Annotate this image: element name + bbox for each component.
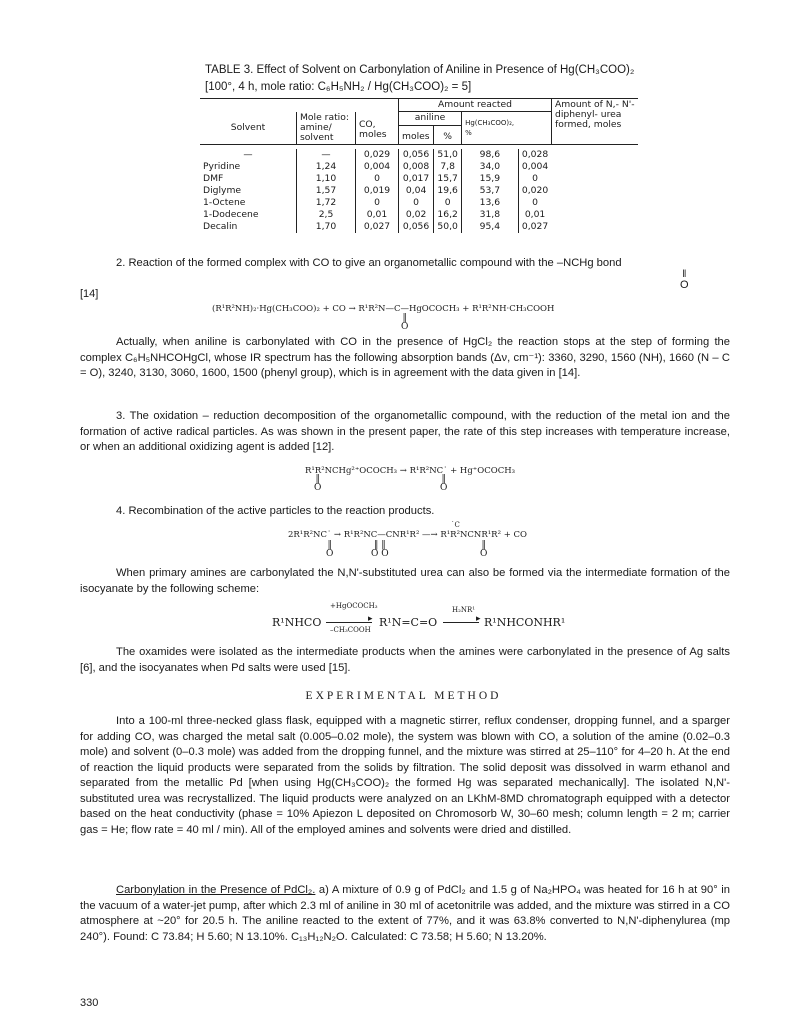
equation-4-left: R¹NHCO xyxy=(272,616,322,629)
table-row: Decalin 1,70 0,027 0,056 50,0 95,4 0,027 xyxy=(200,221,638,233)
equation-3-carbonyl-a: ‖ O xyxy=(326,540,334,559)
paragraph-pdcl2 xyxy=(80,883,730,945)
table-row: DMF 1,10 0 0,017 15,7 15,9 0 xyxy=(200,173,638,185)
paragraph-ir-spectrum: Actually, when aniline is carbonylated with CO in the presence of HgCl₂ the reaction stops at the step of forming the complex C₆H₅NHCOHgCl, whose IR spectrum has the following absorption bands (Δν, cm⁻¹): 3360, 3290, 1560 (NH), 1660 (N – C = O), 3240, 3130, 3060, 1600, 1500 (phenyl group), which is in agreement with the data given in [14]. xyxy=(80,336,730,379)
header-solvent: Solvent xyxy=(230,121,266,133)
table-row: — — 0,029 0,056 51,0 98,6 0,028 xyxy=(200,149,638,161)
pdcl2-text: a) A mixture of 0.9 g of PdCl₂ and 1.5 g of Na₂HPO₄ was heated for 16 h at 90° in the vacuum of a water-jet pump, after which 2.3 ml of aniline in 30 ml of acetonitrile was added, and the mixture was stirred in a CO atmosphere at ~20° for 20.5 h. The aniline reacted to the extent of 77%, and it was 63.8% converted to N,N'-diphenylurea (mp 240°). Found: C 73.84; H 5.60; N 13.10%. C₁₃H₁₂N₂O. Calculated: C 73.58; H 5.60; N 13.20%. xyxy=(80,884,730,943)
table-row: Pyridine 1,24 0,004 0,008 7,8 34,0 0,004 xyxy=(200,161,638,173)
header-hg: Hg(CH₃COO)₂, % xyxy=(462,112,519,145)
equation-complex-co: (R¹R²NH)₂·Hg(CH₃COO)₂ + CO → R¹R²N—C—HgOCOCH₃ + R¹R²NH·CH₃COOH xyxy=(212,304,555,314)
equation-4-arrowhead: ▸ xyxy=(368,614,373,624)
table-caption: TABLE 3. Effect of Solvent on Carbonylation of Aniline in Presence of Hg(CH₃COO)₂ [100°, 4 h, mole ratio: C₆H₅NH₂ / Hg(CH₃COO)₂ = 5] xyxy=(205,64,635,93)
header-mole-ratio: Mole ratio: amine/ solvent xyxy=(297,112,356,145)
paragraph-step-3: 3. The oxidation – reduction decomposition of the organometallic compound, with the reduction of the metal ion and the formation of active radical particles. As was shown in the present paper, the rate of this step increases with temperature increase, or when an additional oxidizing agent is added [12]. xyxy=(80,410,730,453)
equation-4-arrow xyxy=(326,622,372,623)
table-row: 1-Octene 1,72 0 0 0 13,6 0 xyxy=(200,197,638,209)
equation-4-byproduct: –CH₃COOH xyxy=(330,626,371,634)
equation-4-arrowhead-2: ▸ xyxy=(476,614,481,624)
paragraph-step-4: 4. Recombination of the active particles to the reaction products. xyxy=(116,505,435,517)
table-row: 1-Dodecene 2,5 0,01 0,02 16,2 31,8 0,01 xyxy=(200,209,638,221)
equation-recombination: 2R¹R²NC˙ → R¹R²NC—CNR¹R² —→ R¹R²NCNR¹R² + CO xyxy=(288,530,527,540)
equation-4-reagent: +HgOCOCH₃ xyxy=(330,602,378,610)
paragraph-step-2: 2. Reaction of the formed complex with CO to give an organometallic compound with the –NCHg bond xyxy=(116,257,622,269)
paragraph-oxamides: The oxamides were isolated as the intermediate products when the amines were carbonylated in the presence of Ag salts [6], and the isocyanates when Pd salts were used [15]. xyxy=(80,646,730,674)
header-moles: moles xyxy=(399,125,434,144)
solvent-effect-table xyxy=(200,98,638,233)
equation-4-arrow-2 xyxy=(443,622,479,623)
equation-3-carbonyl-c: ‖ O xyxy=(480,540,488,559)
header-amount-urea: Amount of N,- N'-diphenyl- urea formed, moles xyxy=(552,99,639,145)
reference-14: [14] xyxy=(80,288,99,300)
equation-4-amine: H₂NR¹ xyxy=(452,606,476,614)
equation-3-carbonyl-b: ‖ ‖ O O xyxy=(371,540,389,559)
header-pct: % xyxy=(434,125,462,144)
equation-3-catalyst: ˙C xyxy=(451,521,460,529)
header-aniline: aniline xyxy=(399,112,462,126)
equation-decomposition: R¹R²NCHg²⁺OCOCH₃ → R¹R²NC˙ + Hg⁺OCOCH₃ xyxy=(305,466,516,476)
paragraph-method: Into a 100-ml three-necked glass flask, equipped with a magnetic stirrer, reflux condenser, dropping funnel, and a sparger for adding CO, was charged the metal salt (0.005–0.02 mole), the system was blown with CO, a solution of the amine (0.02–0.3 mole) and solvent (0–0.3 mole) was added from the dropping funnel, and the mixture was stirred at 25–110° for 4–20 h. At the end of reaction the liquid products were separated from the solids by filtration. The solid deposit was dissolved in warm ethanol and separated from the metallic Pd [when using Hg(CH₃COO)₂ the formed Hg was separated mechanically]. The isolated N,N'-substituted urea was recrystallized. The liquid products were analyzed on an LKhM-8MD chromatograph equipped with a detector based on the heat conductivity (phase = 10% Apiezon L deposited on Chromosorb W, 30–60 mesh; column length = 2 m; carrier gas = He; flow rate = 40 ml / min). All of the employed amines and solvents were dried and distilled. xyxy=(80,715,730,836)
paragraph-isocyanate: When primary amines are carbonylated the N,N'-substituted urea can also be formed via the intermediate formation of the isocyanate by the following scheme: xyxy=(80,567,730,595)
bond-oxygen: ‖ O xyxy=(680,269,689,291)
table-row: Diglyme 1,57 0,019 0,04 19,6 53,7 0,020 xyxy=(200,185,638,197)
equation-4-isocyanate: R¹N=C=O xyxy=(379,616,438,629)
pdcl2-subheading: Carbonylation in the Presence of PdCl₂. xyxy=(116,884,316,896)
header-co: CO, moles xyxy=(356,112,399,145)
equation-2-carbonyl-b: ‖ O xyxy=(440,474,448,493)
header-amount-reacted: Amount reacted xyxy=(399,99,552,112)
section-heading: EXPERIMENTAL METHOD xyxy=(305,690,502,702)
equation-4-urea: R¹NHCONHR¹ xyxy=(484,616,566,629)
equation-2-carbonyl-a: ‖ O xyxy=(314,474,322,493)
equation-1-carbonyl: ‖ O xyxy=(401,313,409,332)
page-number: 330 xyxy=(80,997,99,1009)
